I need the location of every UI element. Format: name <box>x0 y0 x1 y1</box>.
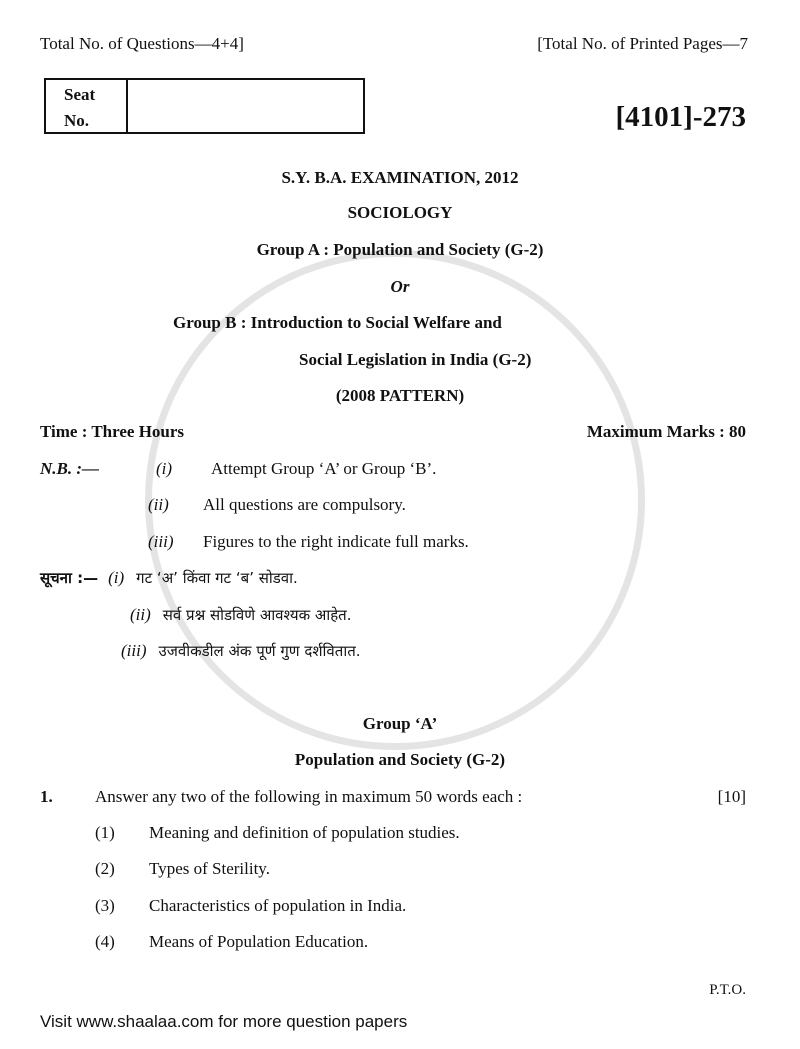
suchana-line <box>40 567 298 589</box>
suchana-item: उजवीकडील अंक पूर्ण गुण दर्शवितात. <box>158 642 361 660</box>
nb-label: N.B. :— <box>40 459 100 478</box>
sub-question: Means of Population Education. <box>149 932 369 951</box>
sub-question: Characteristics of population in India. <box>149 896 407 915</box>
sub-question-line <box>95 895 406 917</box>
seat-number-box <box>44 78 365 134</box>
nb-num: (iii) <box>148 532 174 551</box>
nb-line <box>40 458 436 480</box>
nb-line <box>148 531 469 553</box>
nb-item: Figures to the right indicate full marks. <box>203 532 469 551</box>
suchana-label: सूचना :— <box>40 569 99 587</box>
total-questions: Total No. of Questions—4+4] <box>40 34 244 53</box>
nb-num: (i) <box>156 459 173 478</box>
suchana-num: (i) <box>108 568 125 587</box>
suchana-line <box>130 604 351 626</box>
sub-question: Types of Sterility. <box>149 859 270 878</box>
question-number: 1. <box>40 787 53 806</box>
section-subtitle: Population and Society (G-2) <box>294 750 506 769</box>
sub-question-line <box>95 822 460 844</box>
group-b-title-2: Social Legislation in India (G-2) <box>299 350 532 369</box>
total-pages: [Total No. of Printed Pages—7 <box>537 34 748 53</box>
group-a-title: Group A : Population and Society (G-2) <box>256 240 544 259</box>
seat-label-line1: Seat <box>64 85 96 104</box>
pattern: (2008 PATTERN) <box>335 386 465 405</box>
suchana-num: (iii) <box>121 641 147 660</box>
suchana-item: सर्व प्रश्न सोडविणे आवश्यक आहेत. <box>162 606 352 624</box>
question-text: Answer any two of the following in maximum 50 words each : <box>95 787 523 806</box>
max-marks: Maximum Marks : 80 <box>586 422 746 441</box>
time: Time : Three Hours <box>40 422 185 441</box>
suchana-num: (ii) <box>130 605 151 624</box>
nb-line <box>148 494 406 516</box>
nb-item: Attempt Group ‘A’ or Group ‘B’. <box>211 459 437 478</box>
or-label: Or <box>390 277 410 296</box>
exam-title: S.Y. B.A. EXAMINATION, 2012 <box>281 168 519 187</box>
sub-question-line <box>95 858 270 880</box>
subject: SOCIOLOGY <box>347 203 453 222</box>
suchana-line <box>121 640 361 662</box>
group-b-title-1: Group B : Introduction to Social Welfare and <box>173 313 502 332</box>
footer-link[interactable]: Visit www.shaalaa.com for more question papers <box>40 1012 408 1031</box>
sub-question-line <box>95 931 368 953</box>
seat-label <box>46 80 128 132</box>
sub-num: (3) <box>95 896 115 915</box>
sub-question: Meaning and definition of population studies. <box>149 823 460 842</box>
question-marks: [10] <box>717 787 746 806</box>
question-line <box>40 786 746 808</box>
section-title: Group ‘A’ <box>362 714 438 733</box>
paper-code: [4101]-273 <box>615 101 746 133</box>
sub-num: (1) <box>95 823 115 842</box>
nb-item: All questions are compulsory. <box>203 495 406 514</box>
nb-num: (ii) <box>148 495 169 514</box>
suchana-item: गट ‘अ’ किंवा गट ‘ब’ सोडवा. <box>136 569 298 587</box>
seat-label-line2: No. <box>64 111 90 130</box>
pto: P.T.O. <box>709 982 746 998</box>
sub-num: (2) <box>95 859 115 878</box>
sub-num: (4) <box>95 932 115 951</box>
